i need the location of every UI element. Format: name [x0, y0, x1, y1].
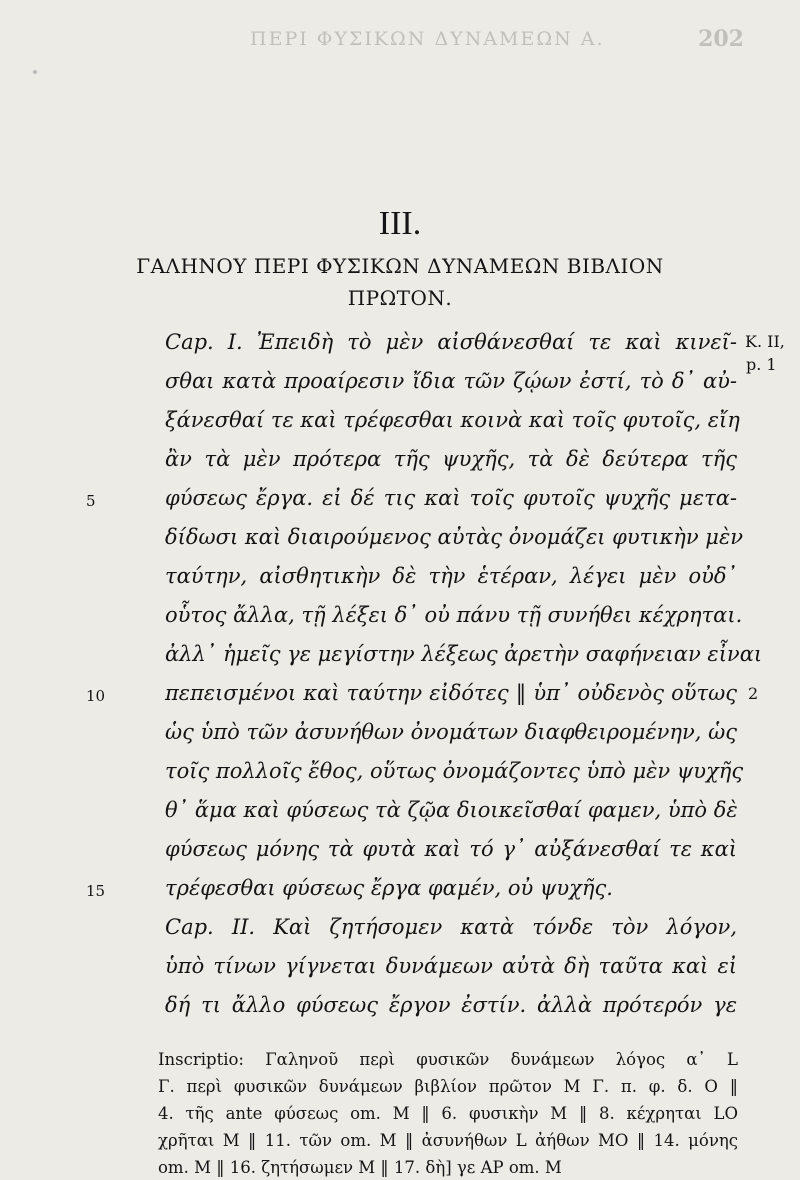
text-line: ξάνεσθαί τε καὶ τρέφεσθαι κοινὰ καὶ τοῖς φυτοῖς, εἴη	[165, 408, 740, 432]
text-line: Cap. II. Καὶ ζητήσομεν κατὰ τόνδε τὸν λόγον,	[165, 915, 737, 939]
line-number: 15	[86, 882, 106, 900]
text-line: ἀλλ᾽ ἡμεῖς γε μεγίστην λέξεως ἀρετὴν σαφήνειαν εἶναι	[165, 642, 763, 666]
page-speck	[33, 70, 37, 74]
margin-ref-k: K. II,	[745, 332, 785, 351]
text-line: ταύτην, αἰσθητικὴν δὲ τὴν ἑτέραν, λέγει μὲν οὐδ᾽	[165, 564, 737, 588]
text-line: δίδωσι καὶ διαιρούμενος αὐτὰς ὀνομάζει φυτικὴν μὲν	[165, 525, 743, 549]
apparatus-line: Γ. περὶ φυσικῶν δυνάμεων βιβλίον πρῶτον M Γ. π. φ. δ. O ‖	[158, 1077, 738, 1096]
page-number: 202	[698, 26, 744, 52]
apparatus-line: χρῆται M ‖ 11. τῶν om. M ‖ ἀσυνήθων L ἀήθων MO ‖ 14. μόνης	[158, 1131, 738, 1150]
text-line: τρέφεσθαι φύσεως ἔργα φαμέν, οὐ ψυχῆς.	[165, 876, 613, 900]
text-line: Cap. I. Ἐπειδὴ τὸ μὲν αἰσθάνεσθαί τε καὶ κινεῖ-	[165, 330, 737, 354]
text-line: δή τι ἄλλο φύσεως ἔργον ἐστίν. ἀλλὰ πρότερόν γε	[165, 993, 737, 1017]
text-line: φύσεως μόνης τὰ φυτὰ καὶ τό γ᾽ αὐξάνεσθαί τε καὶ	[165, 837, 737, 861]
text-line: θ᾽ ἅμα καὶ φύσεως τὰ ζῷα διοικεῖσθαί φαμεν, ὑπὸ δὲ	[165, 798, 738, 822]
text-line: τοῖς πολλοῖς ἔθος, οὕτως ὀνομάζοντες ὑπὸ μὲν ψυχῆς	[165, 759, 744, 783]
text-line: ὑπὸ τίνων γίγνεται δυνάμεων αὐτὰ δὴ ταῦτα καὶ εἰ	[165, 954, 737, 978]
chapter-title-line2: ΠΡΩΤΟΝ.	[347, 286, 453, 310]
line-number: 5	[86, 492, 96, 510]
line-number: 10	[86, 687, 106, 705]
chapter-number: III.	[378, 205, 422, 242]
text-line: φύσεως ἔργα. εἰ δέ τις καὶ τοῖς φυτοῖς ψυχῆς μετα-	[165, 486, 737, 510]
apparatus-line: Inscriptio: Γαληνοῦ περὶ φυσικῶν δυνάμεων λόγος α᾽ L	[158, 1050, 738, 1069]
margin-ref-p: p. 1	[746, 355, 777, 374]
text-line: ὡς ὑπὸ τῶν ἀσυνήθων ὀνομάτων διαφθειρομένην, ὡς	[165, 720, 737, 744]
apparatus-line: om. M ‖ 16. ζητήσωμεν M ‖ 17. δὴ] γε AP om. M	[158, 1158, 562, 1177]
text-line: ἂν τὰ μὲν πρότερα τῆς ψυχῆς, τὰ δὲ δεύτερα τῆς	[165, 447, 737, 471]
text-line: οὗτος ἄλλα, τῇ λέξει δ᾽ οὐ πάνυ τῇ συνήθει κέχρηται.	[165, 603, 743, 627]
margin-ref-2: 2	[748, 684, 759, 703]
chapter-title-line1: ΓΑΛΗΝΟΥ ΠΕΡΙ ΦΥΣΙΚΩΝ ΔΥΝΑΜΕΩΝ ΒΙΒΛΙΟΝ	[136, 254, 664, 278]
apparatus-line: 4. τῆς ante φύσεως om. M ‖ 6. φυσικὴν M ‖ 8. κέχρηται LO	[158, 1104, 738, 1123]
text-line: πεπεισμένοι καὶ ταύτην εἰδότες ‖ ὑπ᾽ οὐδενὸς οὕτως	[165, 681, 737, 705]
running-head: ΠΕΡΙ ΦΥΣΙΚΩΝ ΔΥΝΑΜΕΩΝ Α.	[250, 28, 605, 50]
text-line: σθαι κατὰ προαίρεσιν ἴδια τῶν ζῴων ἐστί, τὸ δ᾽ αὐ-	[165, 369, 737, 393]
